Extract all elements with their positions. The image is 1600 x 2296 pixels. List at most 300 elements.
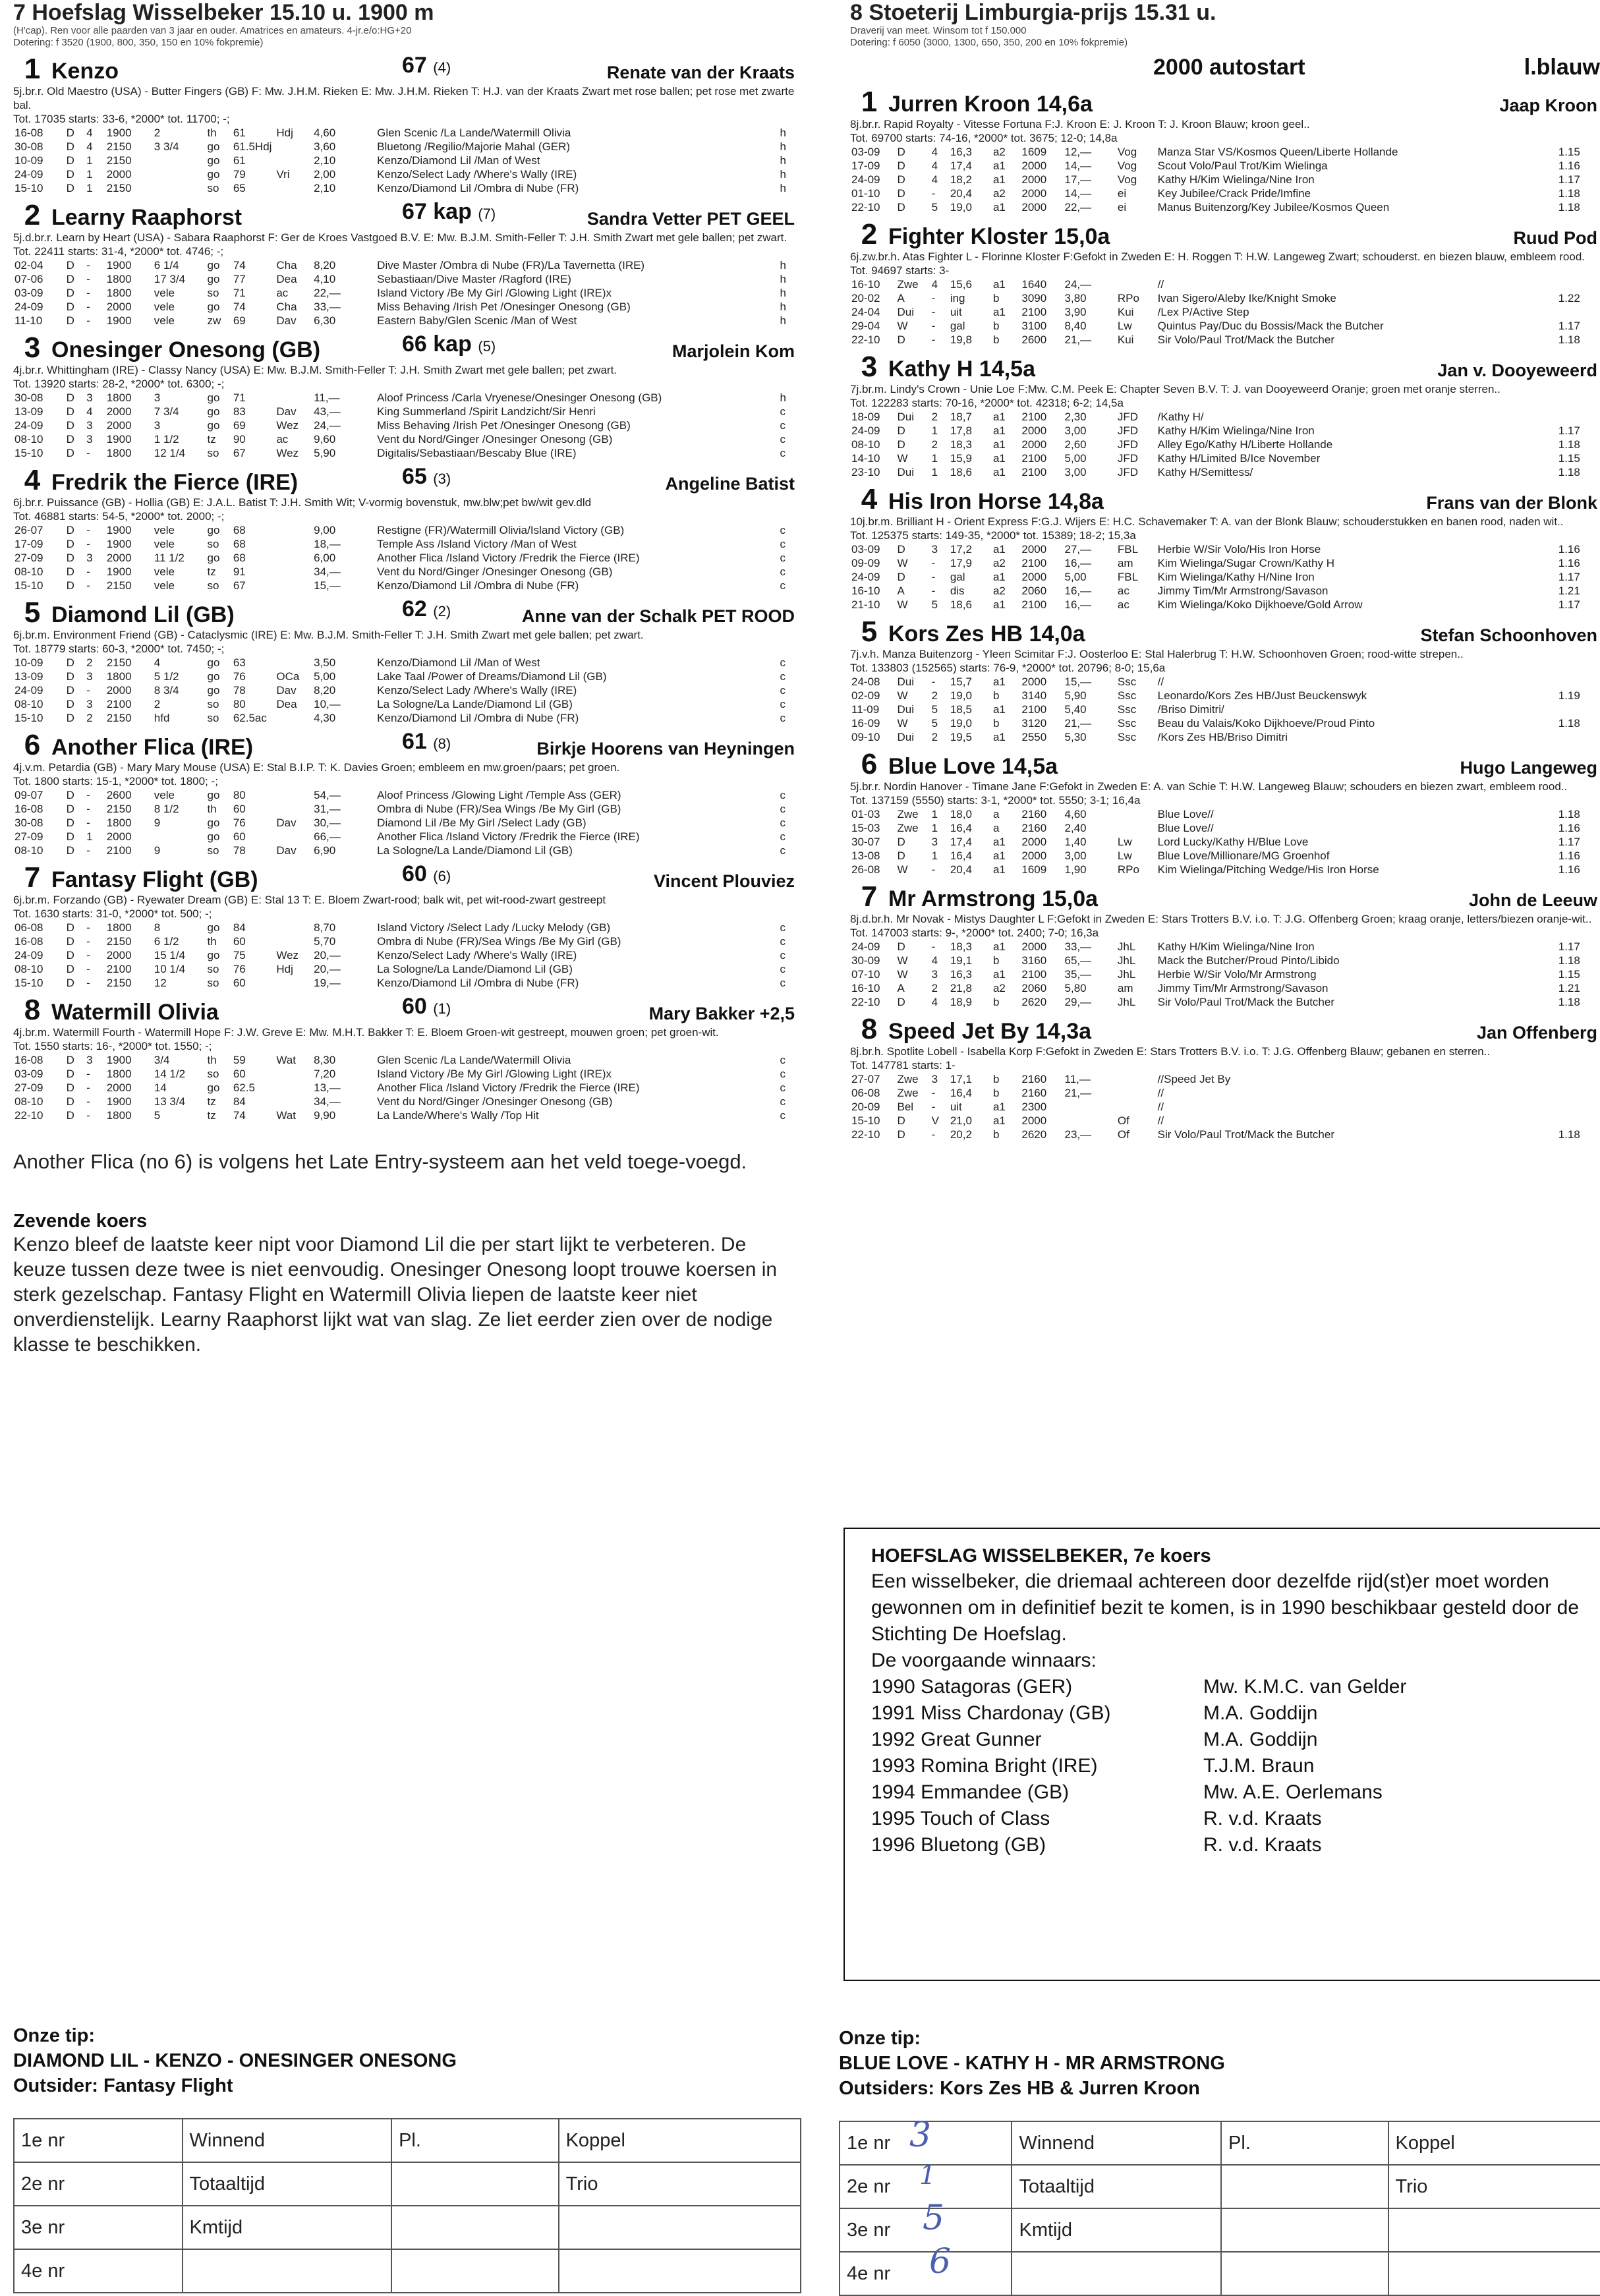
trophy-text: Een wisselbeker, die driemaal achtereen door dezelfde rijd(st)er moet worden gewonnen om in definitief bezit te komen, is in 1990 beschikbaar gesteld door de Stichting De Hoefslag. <box>871 1570 1580 1645</box>
form-cell: W <box>897 717 908 730</box>
form-cell: 21,— <box>1064 1087 1092 1099</box>
form-cell: a1 <box>992 849 1006 862</box>
form-cell: 1.17 <box>1558 598 1580 611</box>
form-cell: 24-09 <box>851 173 880 186</box>
horse-weight <box>402 994 451 1019</box>
form-cell: 13-08 <box>851 849 880 862</box>
race-8-prize: Dotering: f 6050 (3000, 1300, 650, 350, 200 en 10% fokpremie) <box>850 37 1128 48</box>
form-cell: D <box>66 803 74 815</box>
horse-weight <box>402 331 496 357</box>
jockey-name: Birkje Hoorens van Heyningen <box>536 739 795 759</box>
form-cell: 13,— <box>314 1081 341 1094</box>
form-cell: Another Flica /Island Victory /Fredrik the Fierce (IRE) <box>377 1081 640 1094</box>
form-cell: - <box>86 301 90 313</box>
form-cell: 20,— <box>314 949 341 961</box>
form-cell: 3 <box>931 836 938 848</box>
form-cell: - <box>931 863 936 876</box>
form-cell: 3 <box>86 670 93 683</box>
form-cell: 1 <box>931 466 938 478</box>
form-row <box>850 333 1600 347</box>
winner-row <box>871 1806 1580 1832</box>
form-row <box>13 1081 797 1095</box>
form-cell: 3,00 <box>1064 849 1087 862</box>
form-row <box>13 286 797 300</box>
form-cell: - <box>86 287 90 299</box>
tip-text: DIAMOND LIL - KENZO - ONESINGER ONESONG <box>13 2050 457 2071</box>
form-cell: 68 <box>233 538 246 550</box>
form-row <box>850 821 1600 835</box>
form-cell: 5,90 <box>314 447 336 459</box>
form-cell: Vent du Nord/Ginger /Onesinger Onesong (GB) <box>377 565 613 578</box>
form-cell: JFD <box>1117 411 1139 423</box>
form-cell: Dui <box>897 306 914 318</box>
horse-name: Diamond Lil (GB) <box>51 602 235 627</box>
grid-row <box>14 2162 801 2206</box>
form-cell: 17,— <box>1064 173 1092 186</box>
form-cell: h <box>780 127 787 139</box>
form-row <box>13 948 797 962</box>
form-cell: 78 <box>233 684 246 697</box>
form-cell: so <box>207 182 219 194</box>
form-cell: 2000 <box>1021 675 1047 688</box>
form-cell: 15-10 <box>14 712 43 724</box>
form-cell: 1.18 <box>1558 954 1580 967</box>
form-cell <box>275 579 312 592</box>
form-cell: - <box>86 963 90 975</box>
form-cell: 01-10 <box>851 187 880 200</box>
form-cell: 1609 <box>1021 863 1047 876</box>
form-cell: 5 1/2 <box>154 670 179 683</box>
form-cell: 1800 <box>106 391 132 404</box>
form-row <box>850 145 1600 159</box>
horse-header <box>13 199 797 231</box>
form-cell: 1.21 <box>1558 585 1580 597</box>
form-cell: 60 <box>233 977 246 989</box>
form-cell: 1.18 <box>1558 201 1580 214</box>
form-cell: 08-10 <box>14 1095 43 1108</box>
form-cell: Vog <box>1117 159 1137 172</box>
form-cell: 9 <box>154 817 161 829</box>
form-cell: Ssc <box>1117 703 1137 716</box>
form-cell: JFD <box>1117 466 1139 478</box>
horse-pedigree: 8j.br.r. Rapid Royalty - Vitesse Fortuna F:J. Kroon E: J. Kroon T: J. Kroon Blauw; kroon geel.. <box>850 118 1310 130</box>
form-row <box>13 670 797 683</box>
form-cell: 27-09 <box>14 1081 43 1094</box>
form-cell: 02-04 <box>14 259 43 272</box>
form-table <box>13 391 797 460</box>
form-cell: c <box>780 524 786 536</box>
form-cell: 1800 <box>106 1068 132 1080</box>
form-cell: 5,70 <box>314 935 336 948</box>
form-cell: 3,00 <box>1064 424 1087 437</box>
grid-cell <box>1012 2252 1221 2295</box>
form-cell: 1 <box>931 822 938 834</box>
form-cell: a1 <box>992 571 1006 583</box>
form-cell: 84 <box>233 921 246 934</box>
form-cell: 30-08 <box>14 140 43 153</box>
form-cell: 15-10 <box>14 579 43 592</box>
form-cell: Dav <box>276 817 297 829</box>
form-cell: vele <box>154 314 175 327</box>
form-cell <box>275 1095 312 1108</box>
form-cell: Lw <box>1117 320 1132 332</box>
form-cell: 3 <box>86 552 93 564</box>
horse-entry <box>850 483 1600 612</box>
form-cell: 03-09 <box>14 1068 43 1080</box>
horse-career-summary: Tot. 137159 (5550) starts: 3-1, *2000* tot. 5550; 3-1; 16,4a <box>850 794 1141 807</box>
form-cell: - <box>931 571 936 583</box>
horse-career-summary: Tot. 125375 starts: 149-35, *2000* tot. 15389; 18-2; 15,3a <box>850 529 1136 542</box>
form-cell: 24-09 <box>14 949 43 961</box>
form-cell <box>1557 1114 1600 1128</box>
horse-number: 6 <box>24 729 41 761</box>
form-cell: Wat <box>276 1109 296 1122</box>
horse-career-summary: Tot. 13920 starts: 28-2, *2000* tot. 6300; -; <box>13 378 225 390</box>
outsider-text: Outsiders: Kors Zes HB & Jurren Kroon <box>839 2078 1200 2099</box>
form-cell: 16-10 <box>851 278 880 291</box>
form-cell: h <box>780 287 787 299</box>
grid-row <box>14 2206 801 2249</box>
horse-header <box>13 596 797 628</box>
form-cell <box>153 830 206 844</box>
form-cell: 26-08 <box>851 863 880 876</box>
form-cell: Another Flica /Island Victory /Fredrik the Fierce (IRE) <box>377 830 640 843</box>
form-cell: D <box>66 844 74 857</box>
form-cell: 2 <box>86 656 93 669</box>
form-cell: D <box>66 538 74 550</box>
form-cell: 1,40 <box>1064 836 1087 848</box>
form-row <box>13 816 797 830</box>
horse-pedigree: 5j.br.r. Nordin Hanover - Timane Jane F:Gefokt in Zweden E: A. van Schie T: H.W. Langeweg Blauw; schouders en biezen zwart, embleem rood.. <box>850 780 1568 793</box>
form-cell: - <box>86 977 90 989</box>
form-cell: a1 <box>992 1101 1006 1113</box>
form-cell: 16-08 <box>14 127 43 139</box>
form-cell: D <box>66 963 74 975</box>
form-cell: // <box>1157 1101 1164 1113</box>
form-cell <box>275 181 312 195</box>
form-cell: 3 <box>154 391 161 404</box>
form-cell: Alley Ego/Kathy H/Liberte Hollande <box>1157 438 1333 451</box>
form-cell: - <box>86 259 90 272</box>
form-cell: 2,00 <box>314 168 336 181</box>
form-row <box>850 940 1600 954</box>
form-cell: // <box>1157 1114 1164 1127</box>
grid-cell <box>391 2206 559 2249</box>
form-cell: 33,— <box>314 301 341 313</box>
form-row <box>850 305 1600 319</box>
form-cell: 16-09 <box>851 717 880 730</box>
form-cell: Sir Volo/Paul Trot/Mack the Butcher <box>1157 333 1335 346</box>
form-cell: 2 <box>154 698 161 710</box>
grid-row <box>14 2249 801 2293</box>
form-cell: 1800 <box>106 447 132 459</box>
form-cell: so <box>207 977 219 989</box>
form-cell: 2150 <box>106 712 132 724</box>
form-cell: c <box>780 844 786 857</box>
form-cell: 03-09 <box>851 543 880 556</box>
form-cell: 8 1/2 <box>154 803 179 815</box>
form-cell: D <box>66 977 74 989</box>
form-cell: 1 <box>931 424 938 437</box>
form-cell: a2 <box>992 187 1006 200</box>
form-cell: 29,— <box>1064 996 1092 1008</box>
form-cell: 1900 <box>106 538 132 550</box>
horse-pedigree: 8j.br.h. Spotlite Lobell - Isabella Korp F:Gefokt in Zweden E: Stars Trotters B.V. i.o. T: J.G. Offenberg Blauw; gebanen en sterren.. <box>850 1045 1491 1058</box>
form-cell: Kathy H/Limited B/Ice November <box>1157 452 1321 465</box>
form-cell: 16-10 <box>851 982 880 994</box>
form-cell: 1 1/2 <box>154 433 179 445</box>
form-cell: 60 <box>233 1068 246 1080</box>
form-cell: h <box>780 301 787 313</box>
form-row <box>850 584 1600 598</box>
form-cell: th <box>207 127 217 139</box>
form-cell: 1.18 <box>1558 1128 1580 1141</box>
form-cell: 2,40 <box>1064 822 1087 834</box>
form-cell: tz <box>207 1109 216 1122</box>
form-cell: Island Victory /Select Lady /Lucky Melody (GB) <box>377 921 611 934</box>
form-cell: th <box>207 935 217 948</box>
form-row <box>850 995 1600 1009</box>
form-row <box>13 934 797 948</box>
horse-number: 5 <box>861 616 878 648</box>
form-cell: 68 <box>233 524 246 536</box>
form-row <box>850 424 1600 438</box>
form-cell: 4 <box>931 954 938 967</box>
form-cell: - <box>86 949 90 961</box>
form-cell: 60 <box>233 830 246 843</box>
form-cell: 21,— <box>1064 333 1092 346</box>
form-cell: go <box>207 154 220 167</box>
form-cell: - <box>931 320 936 332</box>
form-cell: b <box>992 954 1000 967</box>
form-cell: 07-10 <box>851 968 880 981</box>
form-cell: La Sologne/La Lande/Diamond Lil (GB) <box>377 698 573 710</box>
draw-position: (1) <box>433 1000 451 1017</box>
weight-value: 67 kap <box>402 199 472 224</box>
winner-year-horse: 1990 Satagoras (GER) <box>871 1676 1073 1698</box>
form-cell: D <box>66 817 74 829</box>
form-cell: b <box>992 1128 1000 1141</box>
draw-position: (8) <box>433 735 451 752</box>
form-cell: W <box>897 320 908 332</box>
form-cell: 1.22 <box>1558 292 1580 304</box>
form-cell: D <box>897 571 905 583</box>
horse-entry <box>850 1013 1600 1141</box>
form-cell: vele <box>154 579 175 592</box>
form-cell: 4 <box>154 656 161 669</box>
form-cell: 24-09 <box>851 424 880 437</box>
form-table <box>13 788 797 857</box>
form-cell: 18-09 <box>851 411 880 423</box>
winner-row <box>871 1753 1580 1779</box>
horse-career-summary: Tot. 22411 starts: 31-4, *2000* tot. 4746; -; <box>13 245 224 258</box>
horse-entry <box>850 616 1600 744</box>
form-cell: h <box>780 273 787 285</box>
form-cell: 22,— <box>314 287 341 299</box>
form-cell: 2000 <box>106 405 132 418</box>
form-row <box>13 300 797 314</box>
form-cell: 09-10 <box>851 731 880 743</box>
form-cell: c <box>780 405 786 418</box>
form-cell: 20-09 <box>851 1101 880 1113</box>
form-cell: 2160 <box>1021 822 1047 834</box>
form-cell: V <box>931 1114 939 1127</box>
winner-row <box>871 1674 1580 1700</box>
form-cell: 2100 <box>1021 598 1047 611</box>
horse-name: Mr Armstrong 15,0a <box>888 886 1099 911</box>
form-cell: 1800 <box>106 817 132 829</box>
weight-value: 66 kap <box>402 331 472 357</box>
form-cell: c <box>780 789 786 801</box>
form-cell: W <box>897 968 908 981</box>
form-cell <box>275 140 312 154</box>
form-cell: FBL <box>1117 543 1139 556</box>
result-grid-race-7 <box>13 2118 801 2293</box>
form-cell: 17,8 <box>950 424 972 437</box>
form-cell: D <box>897 940 905 953</box>
form-cell: go <box>207 524 220 536</box>
form-cell: so <box>207 712 219 724</box>
form-cell: 15-10 <box>14 447 43 459</box>
form-cell: c <box>780 830 786 843</box>
form-cell: 1 <box>86 182 93 194</box>
horse-number: 7 <box>861 880 878 913</box>
form-cell: 2 <box>931 411 938 423</box>
form-cell: uit <box>950 306 962 318</box>
horse-weight <box>402 199 496 225</box>
form-table <box>13 656 797 725</box>
form-cell: c <box>780 670 786 683</box>
form-row <box>13 802 797 816</box>
form-cell: go <box>207 949 220 961</box>
form-cell: D <box>897 173 905 186</box>
form-cell: D <box>897 849 905 862</box>
form-cell: Jimmy Tim/Mr Armstrong/Savason <box>1157 585 1329 597</box>
form-cell: 3,60 <box>314 140 336 153</box>
horse-name: Learny Raaphorst <box>51 205 243 230</box>
form-cell: D <box>897 438 905 451</box>
form-cell: - <box>931 675 936 688</box>
form-cell: 2060 <box>1021 982 1047 994</box>
form-cell: JFD <box>1117 438 1139 451</box>
form-cell: 8,20 <box>314 259 336 272</box>
form-cell: 3160 <box>1021 954 1047 967</box>
form-cell: W <box>897 954 908 967</box>
form-cell: so <box>207 287 219 299</box>
horse-name: Kors Zes HB 14,0a <box>888 621 1085 646</box>
form-cell: Kathy H/Kim Wielinga/Nine Iron <box>1157 173 1315 186</box>
form-cell: go <box>207 789 220 801</box>
form-cell: 1900 <box>106 1095 132 1108</box>
winner-trainer: Mw. K.M.C. van Gelder <box>1203 1676 1407 1698</box>
horse-pedigree: 7j.br.m. Lindy's Crown - Unie Loe F:Mw. C.M. Peek E: Chapter Seven B.V. T: J. van Dooyeweerd Oranje; groen met oranje sterren.. <box>850 383 1500 395</box>
form-cell: 15-10 <box>851 1114 880 1127</box>
form-cell: 27-07 <box>851 1073 880 1085</box>
form-row <box>850 173 1600 187</box>
form-cell: 17,2 <box>950 543 972 556</box>
form-cell: 08-10 <box>851 438 880 451</box>
form-cell: Wez <box>276 419 299 432</box>
form-cell: D <box>66 433 74 445</box>
form-cell: 2150 <box>106 579 132 592</box>
form-cell: Wez <box>276 949 299 961</box>
form-cell: D <box>66 259 74 272</box>
form-cell: Dive Master /Ombra di Nube (FR)/La Tavernetta (IRE) <box>377 259 645 272</box>
horse-name: Watermill Olivia <box>51 1000 219 1025</box>
grid-cell <box>1221 2252 1388 2295</box>
form-row <box>13 523 797 537</box>
grid-cell: 2e nr <box>840 2165 1012 2208</box>
form-cell: c <box>780 538 786 550</box>
form-cell: Of <box>1117 1128 1129 1141</box>
form-cell: a1 <box>992 159 1006 172</box>
form-cell: 5,90 <box>1064 689 1087 702</box>
form-cell: JFD <box>1117 452 1139 465</box>
horse-number: 8 <box>861 1013 878 1045</box>
form-cell: vele <box>154 301 175 313</box>
form-row <box>850 319 1600 333</box>
form-cell: Miss Behaving /Irish Pet /Onesinger Onesong (GB) <box>377 301 631 313</box>
form-cell: 18,3 <box>950 438 972 451</box>
form-cell: 3100 <box>1021 320 1047 332</box>
form-cell: Kenzo/Select Lady /Where's Wally (IRE) <box>377 168 577 181</box>
form-cell: Lord Lucky/Kathy H/Blue Love <box>1157 836 1309 848</box>
form-cell: 03-09 <box>851 146 880 158</box>
form-cell: D <box>66 301 74 313</box>
form-cell: D <box>66 670 74 683</box>
form-row <box>13 432 797 446</box>
form-cell <box>275 565 312 579</box>
form-row <box>850 967 1600 981</box>
form-cell: Dui <box>897 731 914 743</box>
form-cell: go <box>207 168 220 181</box>
form-row <box>13 830 797 844</box>
form-cell <box>275 788 312 802</box>
form-cell: D <box>66 921 74 934</box>
form-cell: h <box>780 168 787 181</box>
jockey-name: Hugo Langeweg <box>1460 758 1597 778</box>
form-cell: - <box>86 524 90 536</box>
form-cell: 15-10 <box>14 977 43 989</box>
form-cell: // <box>1157 675 1164 688</box>
form-row <box>850 1086 1600 1100</box>
form-cell: Another Flica /Island Victory /Fredrik the Fierce (IRE) <box>377 552 640 564</box>
form-cell: Quintus Pay/Duc du Bossis/Mack the Butcher <box>1157 320 1384 332</box>
horse-number: 2 <box>24 199 41 231</box>
grid-cell: 1e nr <box>840 2121 1012 2165</box>
form-row <box>13 579 797 592</box>
horse-name: Blue Love 14,5a <box>888 754 1058 779</box>
form-cell: D <box>66 698 74 710</box>
form-cell: 6 1/4 <box>154 259 179 272</box>
form-cell: 20,2 <box>950 1128 972 1141</box>
form-cell: b <box>992 996 1000 1008</box>
form-cell: 03-09 <box>14 287 43 299</box>
form-cell: 2100 <box>1021 306 1047 318</box>
horse-entry <box>13 729 797 857</box>
horse-entry <box>850 86 1600 214</box>
form-cell: 4,60 <box>1064 808 1087 820</box>
form-cell: b <box>992 1073 1000 1085</box>
form-cell: Dea <box>276 273 297 285</box>
form-cell: 1800 <box>106 1109 132 1122</box>
form-row <box>850 451 1600 465</box>
form-cell: Zwe <box>897 822 919 834</box>
form-cell: go <box>207 1081 220 1094</box>
winner-trainer: M.A. Goddijn <box>1203 1702 1318 1724</box>
form-cell: 4 <box>931 173 938 186</box>
form-cell: // <box>1157 278 1164 291</box>
